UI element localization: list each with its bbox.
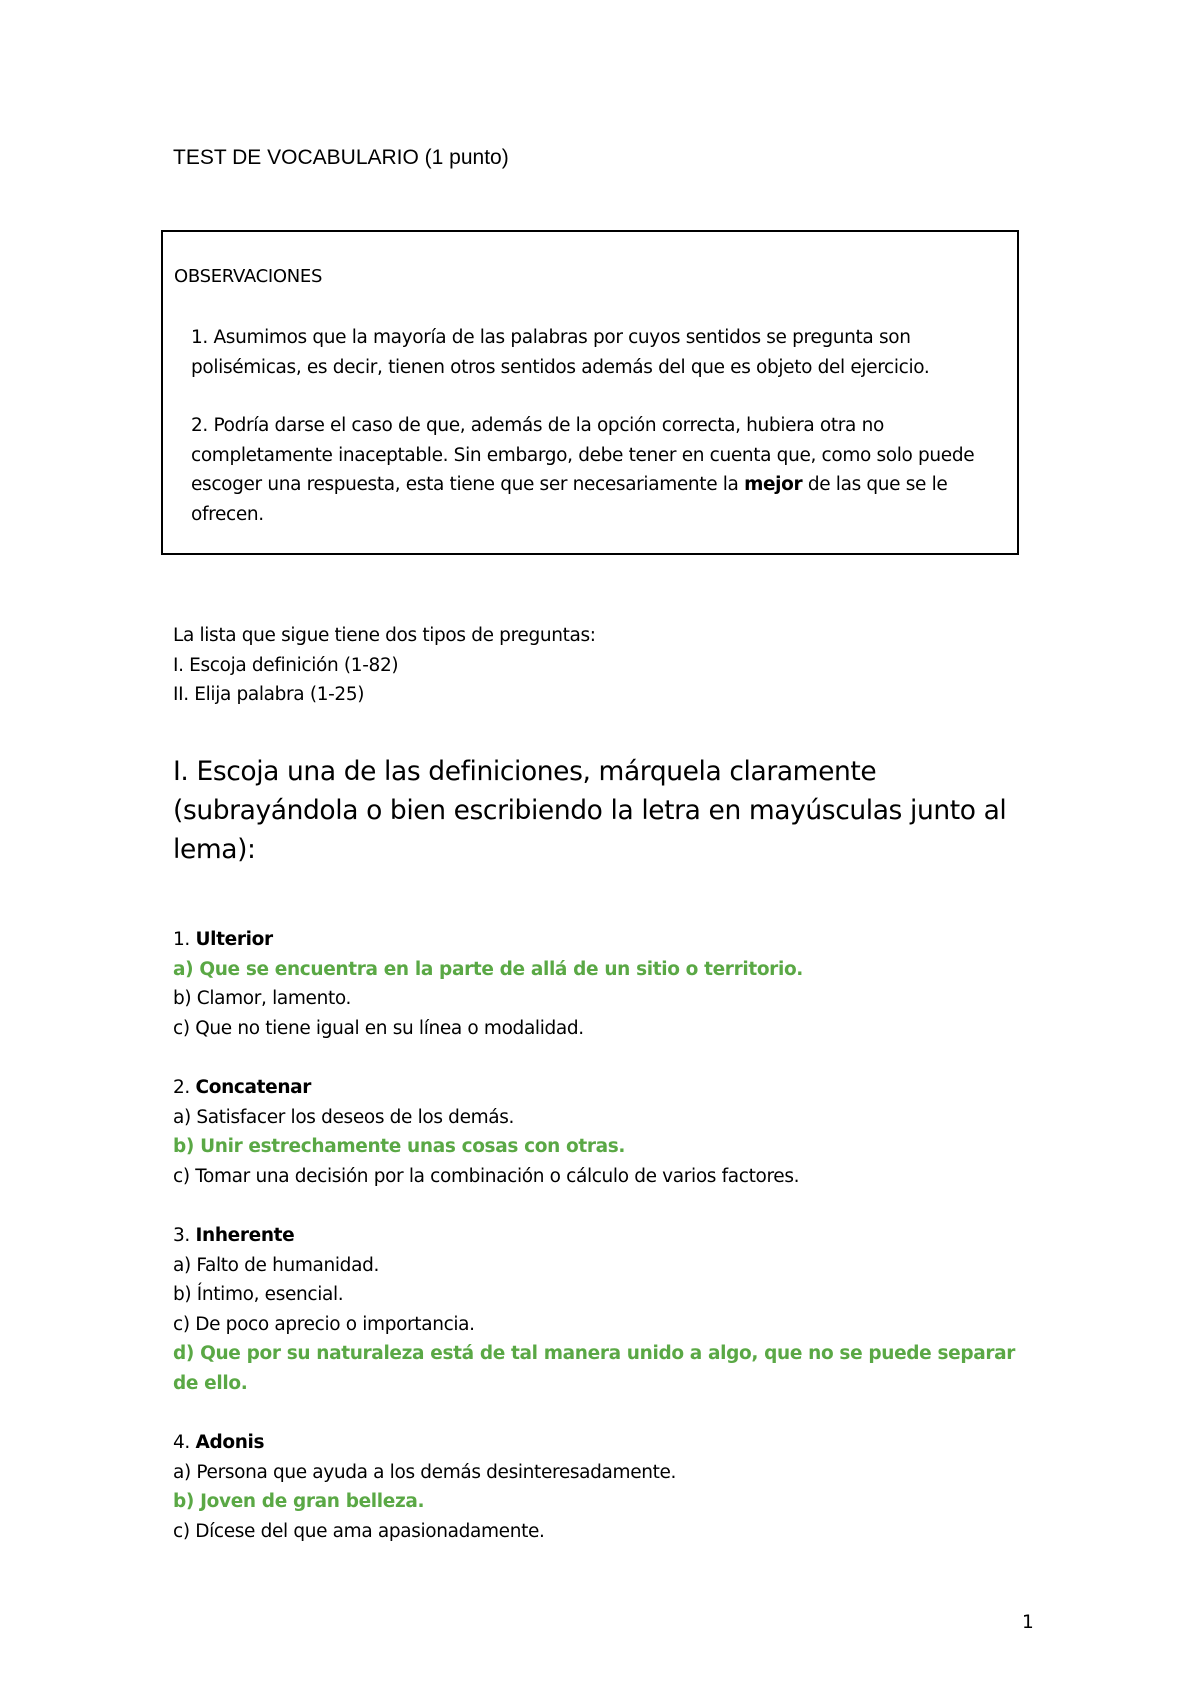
page-title: TEST DE VOCABULARIO (1 punto) (173, 146, 509, 169)
observation-item-2-end: de las que se le ofrecen. (191, 474, 948, 525)
intro-line: La lista que sigue tiene dos tipos de preguntas: (173, 625, 596, 646)
observation-item-1: 1. Asumimos que la mayoría de las palabras por cuyos sentidos se pregunta son polisémicas, es decir, tienen otros sentidos además del que es objeto del ejercicio. (191, 327, 930, 378)
question-word: Concatenar (195, 1077, 312, 1098)
question (173, 1073, 1043, 1191)
question-number: 4. (173, 1432, 196, 1453)
option[interactable]: c) Dícese del que ama apasionadamente. (173, 1520, 545, 1542)
option-correct[interactable]: b) Unir estrechamente unas cosas con otras. (173, 1136, 626, 1157)
question (173, 1428, 1043, 1546)
section-heading (173, 752, 1033, 869)
option[interactable]: c) Tomar una decisión por la combinación o cálculo de varios factores. (173, 1165, 800, 1187)
question-number: 1. (173, 929, 196, 950)
option-correct[interactable]: b) Joven de gran belleza. (173, 1491, 425, 1512)
intro-line: I. Escoja definición (1-82) (173, 654, 399, 676)
question-word: Inherente (195, 1225, 295, 1246)
question-heading (173, 1221, 1043, 1251)
question-number: 2. (173, 1077, 196, 1098)
question-number: 3. (173, 1225, 196, 1246)
option[interactable]: a) Persona que ayuda a los demás desinteresadamente. (173, 1461, 677, 1483)
question (173, 925, 1043, 1043)
option[interactable]: b) Íntimo, esencial. (173, 1284, 344, 1305)
option[interactable]: b) Clamor, lamento. (173, 988, 352, 1009)
option-correct[interactable]: d) Que por su naturaleza está de tal manera unido a algo, que no se puede separar de ello. (173, 1343, 1016, 1394)
question-word: Ulterior (195, 929, 273, 950)
intro-line: II. Elija palabra (1-25) (173, 684, 365, 705)
observation-item-2-emphasis: mejor (744, 474, 803, 495)
question-word: Adonis (195, 1432, 265, 1453)
page-number: 1 (1022, 1612, 1034, 1633)
option[interactable]: c) De poco aprecio o importancia. (173, 1313, 475, 1335)
question-list (173, 925, 1043, 1576)
section-numeral: I. (173, 756, 189, 787)
option[interactable]: c) Que no tiene igual en su línea o modalidad. (173, 1017, 584, 1039)
observation-item-2-text: 2. Podría darse el caso de que, además de la opción correcta, hubiera otra no completamente inaceptable. Sin embargo, debe tener en cuenta que, como solo puede escoger una respuesta, esta tiene que ser necesariamente la (191, 415, 975, 495)
observations-box (161, 230, 1019, 555)
question (173, 1221, 1043, 1398)
question-heading (173, 1428, 1043, 1458)
option[interactable]: a) Falto de humanidad. (173, 1254, 379, 1276)
observations-heading: OBSERVACIONES (174, 266, 323, 287)
option[interactable]: a) Satisfacer los deseos de los demás. (173, 1106, 515, 1128)
section-instructions: Escoja una de las definiciones, márquela claramente (subrayándola o bien escribiendo la letra en mayúsculas junto al lema): (173, 756, 1007, 865)
option-correct[interactable]: a) Que se encuentra en la parte de allá de un sitio o territorio. (173, 958, 803, 980)
intro-list (173, 621, 596, 710)
question-heading (173, 925, 1043, 955)
question-heading (173, 1073, 1043, 1103)
observation-item-2 (191, 411, 1006, 529)
